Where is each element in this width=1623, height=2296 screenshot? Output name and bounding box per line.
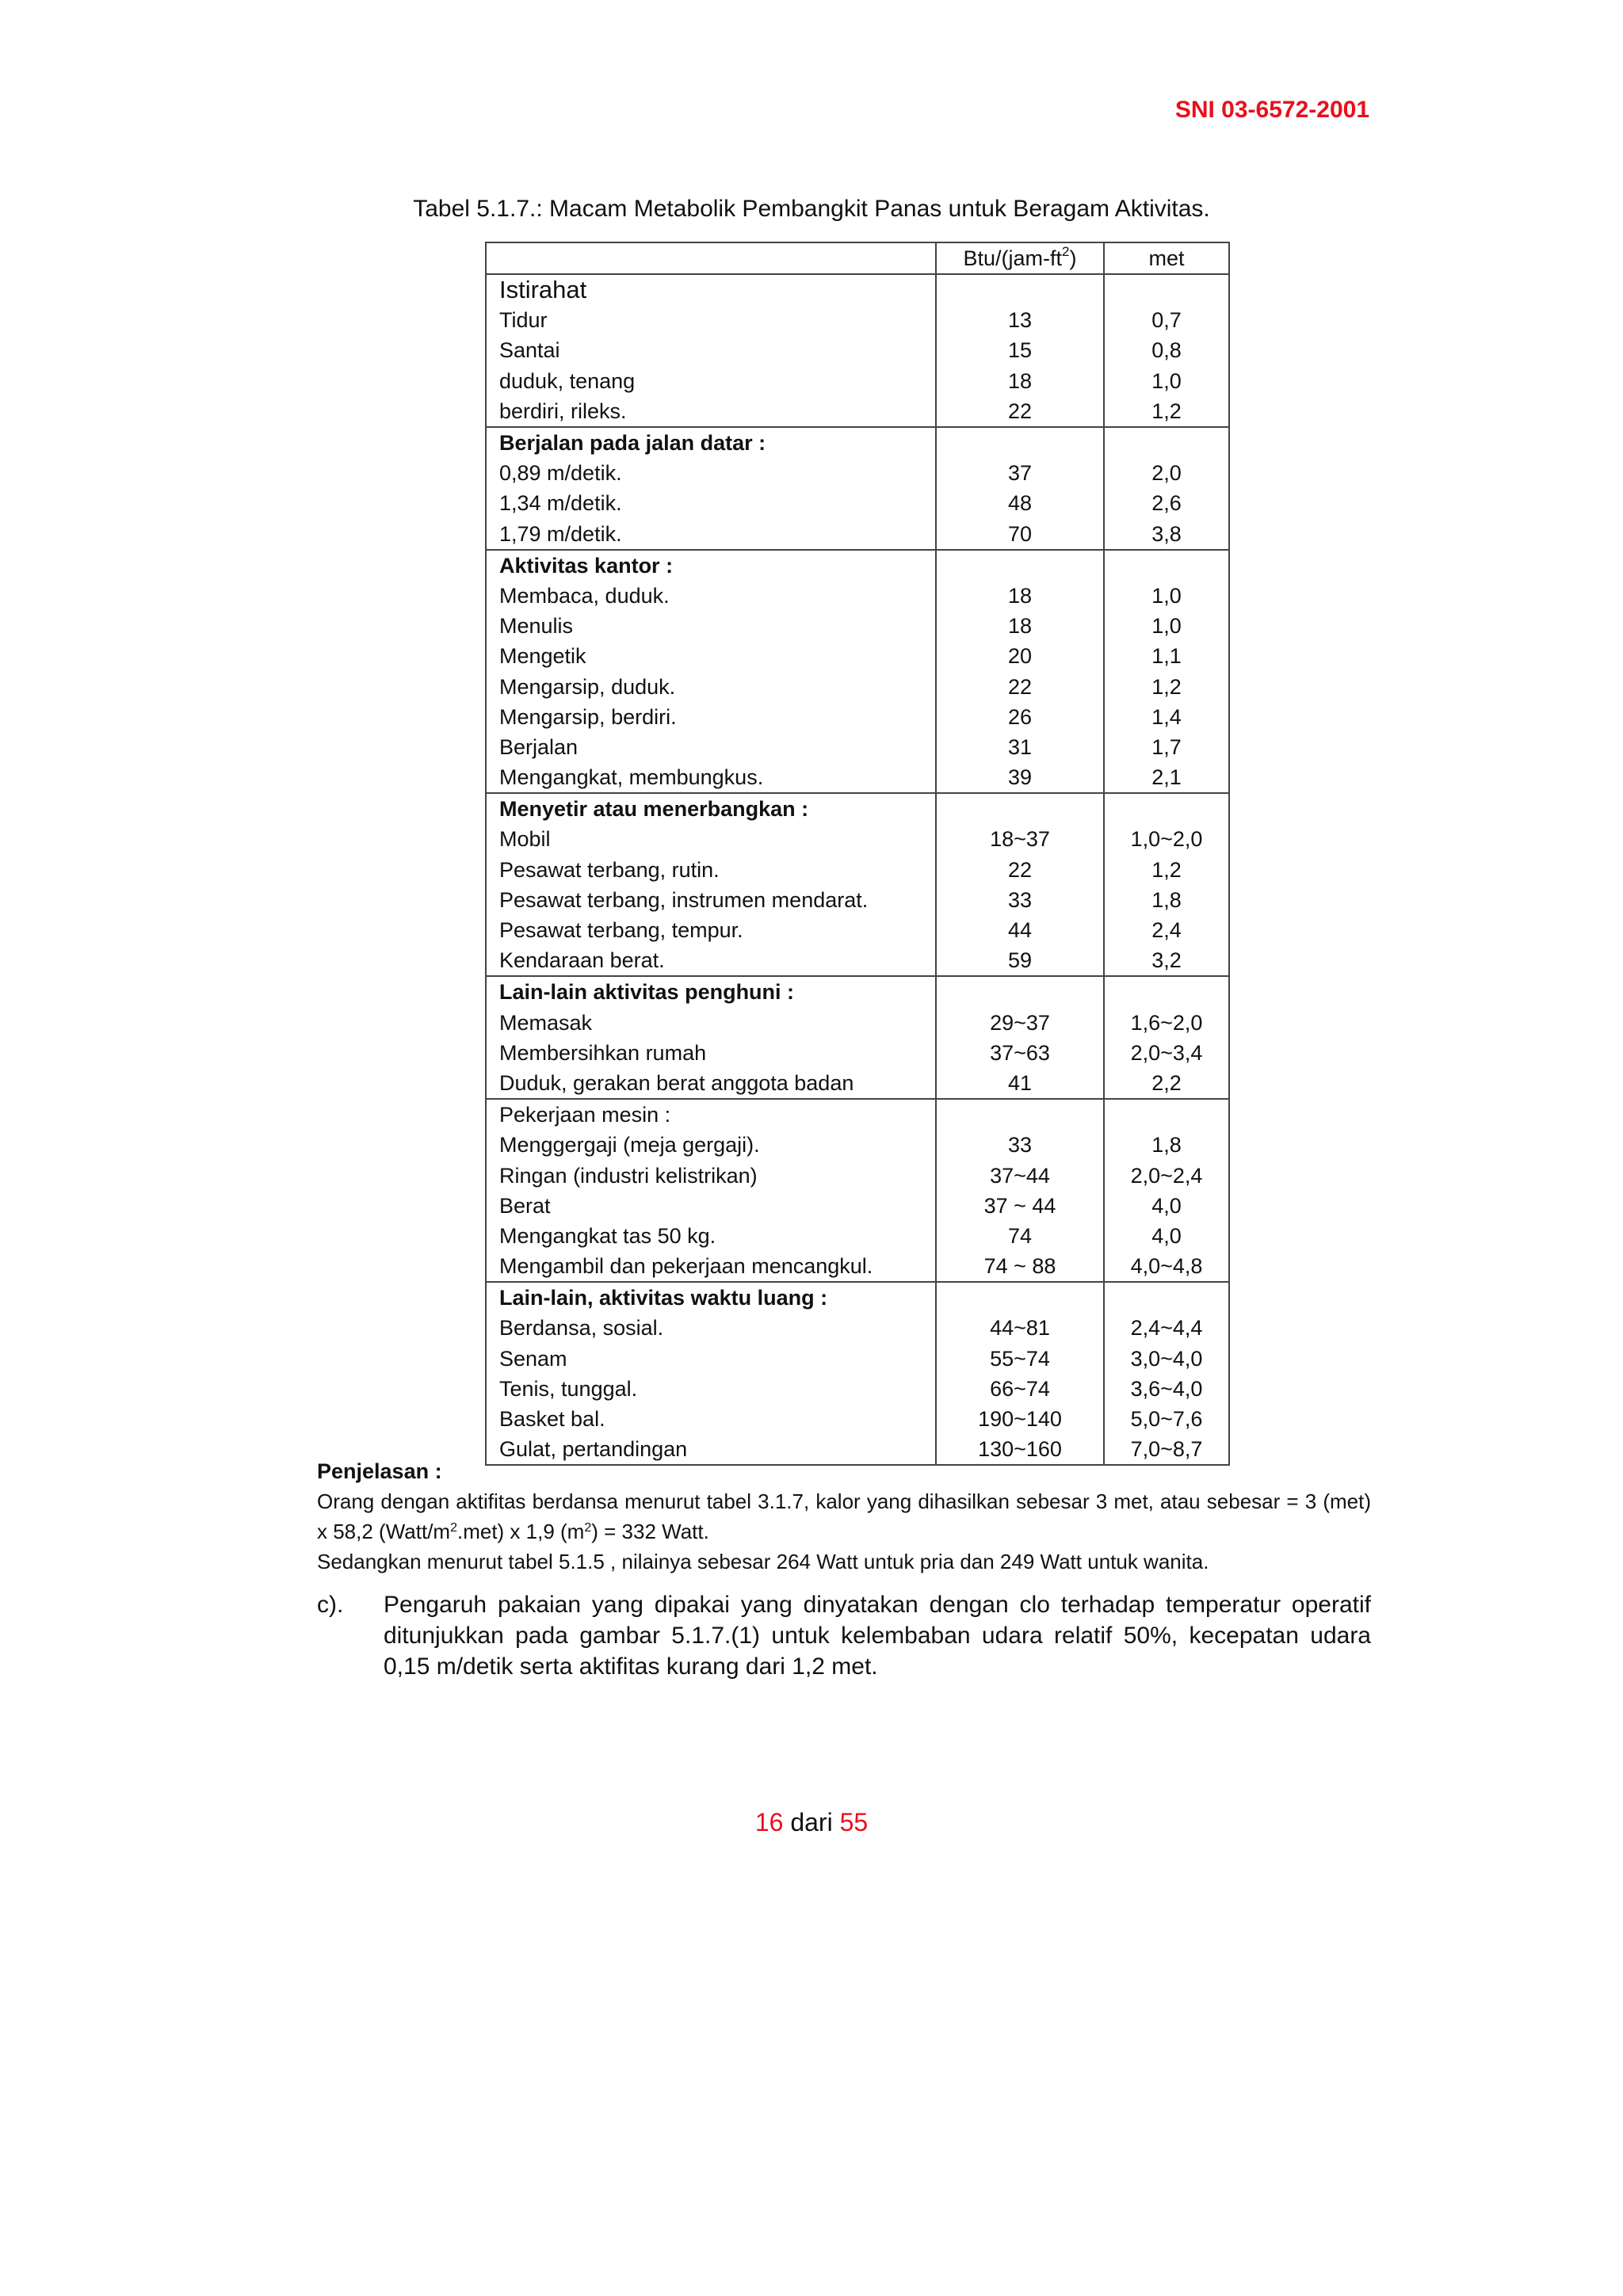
table-row xyxy=(486,1191,1229,1221)
table-row xyxy=(486,1221,1229,1251)
btu-value: 37~63 xyxy=(936,1038,1104,1068)
btu-value: 13 xyxy=(936,305,1104,335)
total-pages: 55 xyxy=(839,1808,869,1836)
table-row xyxy=(486,1251,1229,1282)
activity-label: Berjalan xyxy=(486,732,936,762)
btu-value: 20 xyxy=(936,641,1104,671)
activity-label: Membersihkan rumah xyxy=(486,1038,936,1068)
list-item-text: Pengaruh pakaian yang dipakai yang dinyatakan dengan clo terhadap temperatur operatif ditunjukkan pada gambar 5.1.7.(1) untuk kelembaban udara relatif 50%, kecepatan udara 0,15 m/detik serta aktifitas kurang dari 1,2 met. xyxy=(384,1592,1371,1680)
header-met: met xyxy=(1104,242,1229,274)
table-row xyxy=(486,335,1229,365)
table-row xyxy=(486,1344,1229,1374)
group-title-row xyxy=(486,1099,1229,1130)
activity-label: Kendaraan berat. xyxy=(486,945,936,976)
met-value: 1,0 xyxy=(1104,611,1229,641)
btu-value: 29~37 xyxy=(936,1008,1104,1038)
table-row xyxy=(486,1038,1229,1068)
met-value: 1,8 xyxy=(1104,885,1229,915)
table-row xyxy=(486,1130,1229,1160)
met-value: 1,0 xyxy=(1104,366,1229,396)
table-row xyxy=(486,1313,1229,1343)
activity-label: 0,89 m/detik. xyxy=(486,458,936,488)
empty-cell xyxy=(1104,1099,1229,1130)
empty-cell xyxy=(936,427,1104,458)
activity-label: duduk, tenang xyxy=(486,366,936,396)
empty-cell xyxy=(1104,1282,1229,1313)
btu-value: 66~74 xyxy=(936,1374,1104,1404)
met-value: 0,8 xyxy=(1104,335,1229,365)
met-value: 5,0~7,6 xyxy=(1104,1404,1229,1434)
group-title-row xyxy=(486,1282,1229,1313)
btu-value: 55~74 xyxy=(936,1344,1104,1374)
page-number xyxy=(0,1808,1623,1837)
met-value: 1,1 xyxy=(1104,641,1229,671)
btu-value: 18 xyxy=(936,366,1104,396)
table-row xyxy=(486,702,1229,732)
empty-cell xyxy=(936,1099,1104,1130)
activity-label: Berat xyxy=(486,1191,936,1221)
table-row xyxy=(486,519,1229,550)
btu-value: 44 xyxy=(936,915,1104,945)
btu-value: 70 xyxy=(936,519,1104,550)
btu-value: 44~81 xyxy=(936,1313,1104,1343)
group-title-row xyxy=(486,427,1229,458)
met-value: 3,6~4,0 xyxy=(1104,1374,1229,1404)
table-row xyxy=(486,1068,1229,1099)
activity-label: Mengangkat, membungkus. xyxy=(486,762,936,793)
activity-label: Basket bal. xyxy=(486,1404,936,1434)
group-title: Istirahat xyxy=(486,274,936,305)
group-title-row xyxy=(486,274,1229,305)
activity-label: Membaca, duduk. xyxy=(486,581,936,611)
table-row xyxy=(486,458,1229,488)
empty-cell xyxy=(1104,550,1229,581)
table-row xyxy=(486,824,1229,854)
met-value: 2,0 xyxy=(1104,458,1229,488)
met-value: 1,8 xyxy=(1104,1130,1229,1160)
met-value: 2,2 xyxy=(1104,1068,1229,1099)
table-row xyxy=(486,396,1229,427)
btu-value: 74 xyxy=(936,1221,1104,1251)
met-value: 2,4 xyxy=(1104,915,1229,945)
group-title: Lain-lain, aktivitas waktu luang : xyxy=(486,1282,936,1313)
met-value: 1,6~2,0 xyxy=(1104,1008,1229,1038)
activity-label: Gulat, pertandingan xyxy=(486,1434,936,1465)
table-row xyxy=(486,305,1229,335)
activity-label: Tenis, tunggal. xyxy=(486,1374,936,1404)
met-value: 1,2 xyxy=(1104,396,1229,427)
btu-value: 37 xyxy=(936,458,1104,488)
empty-cell xyxy=(1104,793,1229,824)
activity-label: Mengetik xyxy=(486,641,936,671)
activity-label: Duduk, gerakan berat anggota badan xyxy=(486,1068,936,1099)
group-title: Lain-lain aktivitas penghuni : xyxy=(486,976,936,1007)
table-row xyxy=(486,1160,1229,1190)
met-value: 0,7 xyxy=(1104,305,1229,335)
activity-label: Menulis xyxy=(486,611,936,641)
empty-cell xyxy=(936,976,1104,1007)
met-value: 1,0~2,0 xyxy=(1104,824,1229,854)
btu-value: 37 ~ 44 xyxy=(936,1191,1104,1221)
met-value: 1,4 xyxy=(1104,702,1229,732)
table-caption: Tabel 5.1.7.: Macam Metabolik Pembangkit Panas untuk Beragam Aktivitas. xyxy=(413,196,1210,222)
btu-value: 190~140 xyxy=(936,1404,1104,1434)
header-btu: Btu/$(jam-ft^2)$ xyxy=(936,242,1104,274)
met-value: 1,7 xyxy=(1104,732,1229,762)
page-of-word: dari xyxy=(790,1808,833,1836)
met-value: 4,0~4,8 xyxy=(1104,1251,1229,1282)
empty-cell xyxy=(936,550,1104,581)
list-item-c xyxy=(317,1589,1371,1682)
met-value: 3,0~4,0 xyxy=(1104,1344,1229,1374)
table-row xyxy=(486,611,1229,641)
activity-label: Tidur xyxy=(486,305,936,335)
group-title: Menyetir atau menerbangkan : xyxy=(486,793,936,824)
empty-cell xyxy=(1104,274,1229,305)
activity-label: Menggergaji (meja gergaji). xyxy=(486,1130,936,1160)
activity-label: Senam xyxy=(486,1344,936,1374)
empty-cell xyxy=(936,1282,1104,1313)
met-value: 1,0 xyxy=(1104,581,1229,611)
activity-label: Pesawat terbang, rutin. xyxy=(486,855,936,885)
activity-label: Mengarsip, duduk. xyxy=(486,671,936,701)
explanation-title: Penjelasan : xyxy=(317,1459,442,1483)
met-value: 3,8 xyxy=(1104,519,1229,550)
met-value: 2,0~3,4 xyxy=(1104,1038,1229,1068)
met-value: 2,4~4,4 xyxy=(1104,1313,1229,1343)
btu-value: 33 xyxy=(936,885,1104,915)
btu-value: 15 xyxy=(936,335,1104,365)
empty-cell xyxy=(1104,427,1229,458)
btu-value: 37~44 xyxy=(936,1160,1104,1190)
met-value: 7,0~8,7 xyxy=(1104,1434,1229,1465)
btu-value: 48 xyxy=(936,488,1104,518)
group-title: Aktivitas kantor : xyxy=(486,550,936,581)
group-title-row xyxy=(486,793,1229,824)
current-page: 16 xyxy=(754,1808,784,1836)
table-row xyxy=(486,488,1229,518)
activity-label: 1,79 m/detik. xyxy=(486,519,936,550)
activity-label: Mengarsip, berdiri. xyxy=(486,702,936,732)
met-value: 2,0~2,4 xyxy=(1104,1160,1229,1190)
table-row xyxy=(486,855,1229,885)
group-title: Berjalan pada jalan datar : xyxy=(486,427,936,458)
btu-value: 41 xyxy=(936,1068,1104,1099)
btu-value: 18 xyxy=(936,581,1104,611)
activity-label: Pesawat terbang, instrumen mendarat. xyxy=(486,885,936,915)
table-row xyxy=(486,732,1229,762)
table-row xyxy=(486,1374,1229,1404)
empty-cell xyxy=(936,274,1104,305)
activity-label: Ringan (industri kelistrikan) xyxy=(486,1160,936,1190)
table-row xyxy=(486,915,1229,945)
btu-value: 22 xyxy=(936,671,1104,701)
btu-value: 18 xyxy=(936,611,1104,641)
group-title: Pekerjaan mesin : xyxy=(486,1099,936,1130)
table-row xyxy=(486,885,1229,915)
btu-value: 74 ~ 88 xyxy=(936,1251,1104,1282)
table-row xyxy=(486,762,1229,793)
explanation-block xyxy=(317,1456,1371,1577)
list-marker: c). xyxy=(317,1592,344,1618)
activity-label: Mobil xyxy=(486,824,936,854)
btu-value: 33 xyxy=(936,1130,1104,1160)
met-value: 4,0 xyxy=(1104,1191,1229,1221)
metabolic-rate-table xyxy=(485,242,1230,1466)
empty-cell xyxy=(936,793,1104,824)
met-value: 1,2 xyxy=(1104,855,1229,885)
activity-label: Pesawat terbang, tempur. xyxy=(486,915,936,945)
met-value: 3,2 xyxy=(1104,945,1229,976)
btu-value: 31 xyxy=(936,732,1104,762)
table-row xyxy=(486,1404,1229,1434)
met-value: 1,2 xyxy=(1104,671,1229,701)
table-row xyxy=(486,671,1229,701)
header-activity-cell xyxy=(486,242,936,274)
btu-value: 22 xyxy=(936,855,1104,885)
table-header-row xyxy=(486,242,1229,274)
btu-value: 22 xyxy=(936,396,1104,427)
btu-value: 18~37 xyxy=(936,824,1104,854)
table-row xyxy=(486,366,1229,396)
group-title-row xyxy=(486,550,1229,581)
activity-label: 1,34 m/detik. xyxy=(486,488,936,518)
empty-cell xyxy=(1104,976,1229,1007)
explanation-line-2: Sedangkan menurut tabel 5.1.5 , nilainya sebesar 264 Watt untuk pria dan 249 Watt untuk wanita. xyxy=(317,1550,1209,1573)
met-value: 4,0 xyxy=(1104,1221,1229,1251)
table-row xyxy=(486,581,1229,611)
activity-label: Berdansa, sosial. xyxy=(486,1313,936,1343)
btu-value: 130~160 xyxy=(936,1434,1104,1465)
activity-label: Mengambil dan pekerjaan mencangkul. xyxy=(486,1251,936,1282)
btu-value: 39 xyxy=(936,762,1104,793)
table-row xyxy=(486,1008,1229,1038)
table-body xyxy=(486,274,1229,1465)
met-value: 2,6 xyxy=(1104,488,1229,518)
met-value: 2,1 xyxy=(1104,762,1229,793)
table-row xyxy=(486,641,1229,671)
activity-label: Santai xyxy=(486,335,936,365)
btu-value: 59 xyxy=(936,945,1104,976)
activity-label: berdiri, rileks. xyxy=(486,396,936,427)
group-title-row xyxy=(486,976,1229,1007)
activity-label: Mengangkat tas 50 kg. xyxy=(486,1221,936,1251)
document-code: SNI 03-6572-2001 xyxy=(1174,97,1369,123)
btu-value: 26 xyxy=(936,702,1104,732)
explanation-line-1: Orang dengan aktifitas berdansa menurut tabel 3.1.7, kalor yang dihasilkan sebesar 3 met, atau sebesar = 3 (met) x 58,2 $(Watt/m^2.met)$ x 1,9 $(m^2) = 332$ Watt. xyxy=(317,1489,1371,1543)
activity-label: Memasak xyxy=(486,1008,936,1038)
table-row xyxy=(486,945,1229,976)
